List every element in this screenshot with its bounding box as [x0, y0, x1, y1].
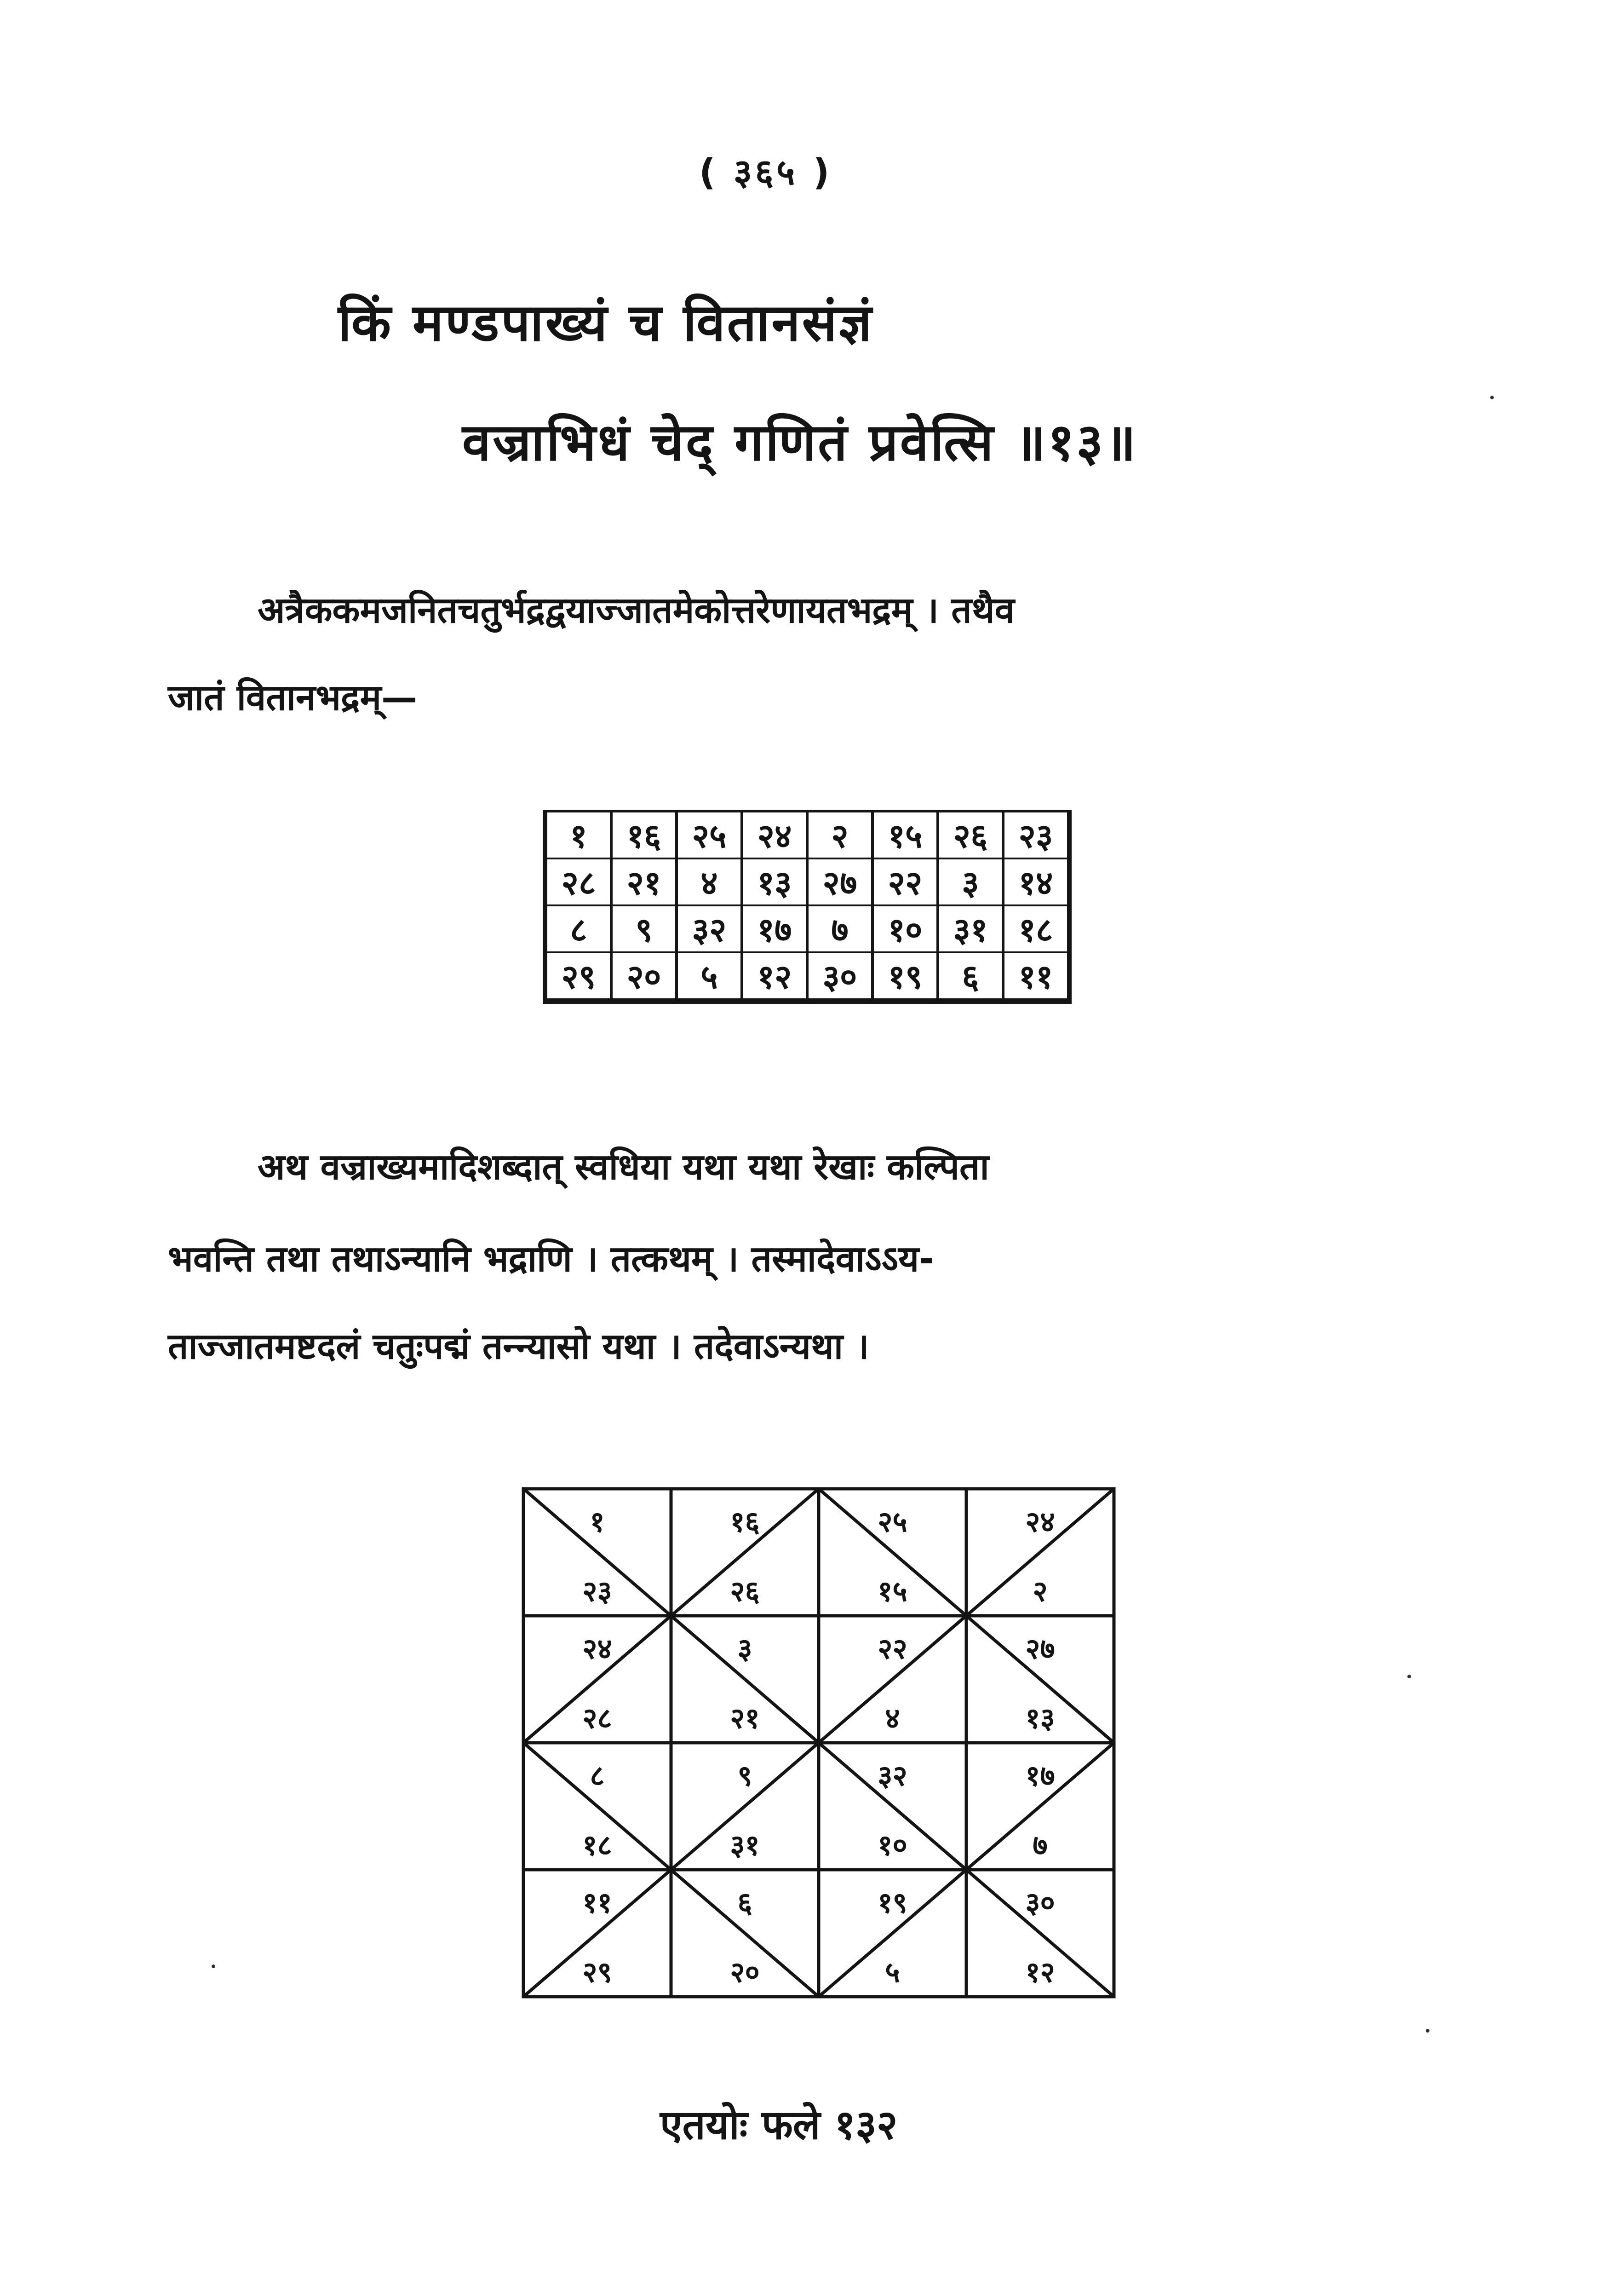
diagram-number-lower: २ [1033, 1574, 1048, 1608]
table-cell: २५ [677, 811, 742, 858]
table-cell: ३ [938, 858, 1003, 905]
table-cell: २१ [611, 858, 677, 905]
number-grid-table [543, 810, 1072, 1004]
diagram-number-upper: ३० [1025, 1886, 1055, 1919]
table-cell: १२ [742, 952, 807, 1001]
diagram-number-upper: ८ [590, 1759, 605, 1792]
diagram-number-lower: ५ [885, 1955, 900, 1989]
diagram-number-lower: ४ [885, 1701, 900, 1735]
table-row [545, 858, 1069, 905]
print-speck [1426, 2029, 1429, 2033]
table-cell: २ [807, 811, 872, 858]
diagram-number-upper: १ [590, 1505, 605, 1538]
table-cell: २२ [872, 858, 938, 905]
table-cell: १८ [1003, 905, 1069, 952]
diagram-number-lower: ७ [1033, 1828, 1048, 1862]
paragraph-2-line-2: भवन्ति तथा तथाऽन्यानि भद्राणि । तत्कथम् । तस्मादेवाऽऽय- [168, 1238, 934, 1280]
diagram-number-upper: २५ [878, 1505, 907, 1538]
diagram-number-upper: ३ [737, 1632, 752, 1665]
verse-line-1: किं मण्डपाख्यं च वितानसंज्ञं [338, 293, 874, 353]
paragraph-2-line-1: अथ वज्राख्यमादिशब्दात् स्वधिया यथा यथा रेखाः कल्पिता [258, 1146, 989, 1188]
page-number: ( ३६५ ) [699, 152, 832, 193]
diagram-number-upper: १६ [730, 1505, 760, 1538]
table-cell: १९ [872, 952, 938, 1001]
diagram-number-upper: १७ [1025, 1759, 1055, 1792]
table-cell: १३ [742, 858, 807, 905]
table-cell: ३१ [938, 905, 1003, 952]
table-cell: १० [872, 905, 938, 952]
print-speck [1490, 396, 1494, 399]
table-cell: ९ [611, 905, 677, 952]
diagram-number-lower: २१ [730, 1701, 760, 1735]
table-cell: २४ [742, 811, 807, 858]
diagram-number-upper: २४ [1025, 1505, 1055, 1538]
paragraph-1-line-1: अत्रैककमजनितचतुर्भद्रद्वयाज्जातमेकोत्तरेणायतभद्रम् । तथैव [258, 590, 1015, 631]
verse-line-2: वज्राभिधं चेद् गणितं प्रवेत्सि ॥१३॥ [462, 413, 1138, 472]
table-cell: २८ [545, 858, 611, 905]
table-cell: २७ [807, 858, 872, 905]
table-cell: १४ [1003, 858, 1069, 905]
diagram-lines [520, 1485, 1118, 2000]
diagram-number-lower: १५ [878, 1574, 907, 1608]
table-cell: १६ [611, 811, 677, 858]
area-caption: एतयोः फले १३२ [660, 2101, 898, 2149]
table-cell: ७ [807, 905, 872, 952]
diagram-number-lower: १८ [582, 1828, 612, 1862]
diagram-number-lower: १० [878, 1828, 907, 1862]
table-cell: ६ [938, 952, 1003, 1001]
table-cell: ८ [545, 905, 611, 952]
diagram-number-upper: २४ [582, 1632, 612, 1665]
paragraph-1-line-2: जातं वितानभद्रम्— [168, 677, 418, 719]
diagram-number-lower: २६ [730, 1574, 760, 1608]
table-cell: २३ [1003, 811, 1069, 858]
print-speck [1407, 1675, 1411, 1678]
table-cell: १५ [872, 811, 938, 858]
diagram-number-upper: १९ [878, 1886, 907, 1919]
table-cell: २० [611, 952, 677, 1001]
diagram-number-lower: २० [730, 1955, 760, 1989]
diagram-number-lower: १३ [1025, 1701, 1055, 1735]
diagram-number-upper: २७ [1025, 1632, 1055, 1665]
diagram-number-lower: ३१ [730, 1828, 760, 1862]
table-cell: १ [545, 811, 611, 858]
table-row [545, 811, 1069, 858]
table-cell: ३२ [677, 905, 742, 952]
paragraph-2-line-3: ताज्जातमष्टदलं चतुःपद्मं तन्न्यासो यथा । तदेवाऽन्यथा । [168, 1326, 869, 1367]
diagram-number-lower: २९ [582, 1955, 612, 1989]
diagram-number-lower: २३ [582, 1574, 612, 1608]
diagram-number-upper: ३२ [878, 1759, 907, 1792]
table-cell: ११ [1003, 952, 1069, 1001]
table-cell: ५ [677, 952, 742, 1001]
diagram-number-upper: ९ [737, 1759, 752, 1792]
table-cell: ४ [677, 858, 742, 905]
print-speck [212, 1964, 215, 1968]
diagram-number-upper: २२ [878, 1632, 907, 1665]
table-cell: ३० [807, 952, 872, 1001]
diagram-number-upper: ११ [582, 1886, 612, 1919]
diagram-number-upper: ६ [737, 1886, 752, 1919]
diagram-number-lower: २८ [582, 1701, 612, 1735]
table-cell: १७ [742, 905, 807, 952]
table-row [545, 905, 1069, 952]
diagram-number-lower: १२ [1025, 1955, 1055, 1989]
vajra-square-diagram [520, 1485, 1118, 2000]
table-cell: २९ [545, 952, 611, 1001]
table-cell: २६ [938, 811, 1003, 858]
table-row [545, 952, 1069, 1001]
